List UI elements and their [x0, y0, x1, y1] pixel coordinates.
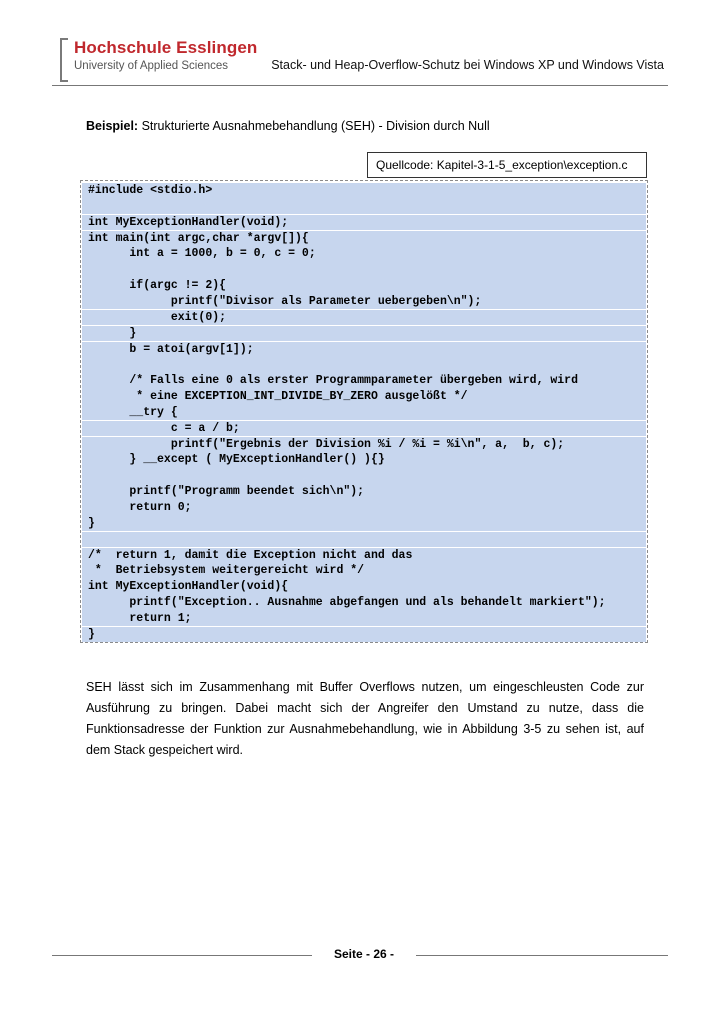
- code-line: printf("Divisor als Parameter uebergeben\n");: [82, 294, 646, 310]
- code-line: [82, 532, 646, 548]
- code-line: int MyExceptionHandler(void){: [82, 579, 646, 595]
- code-line: } __except ( MyExceptionHandler() ){}: [82, 452, 646, 468]
- university-logo: [60, 38, 258, 80]
- code-line: return 1;: [82, 611, 646, 627]
- body-paragraph: SEH lässt sich im Zusammenhang mit Buffer Overflows nutzen, um eingeschleusten Code zur Ausführung zu bringen. Dabei macht sich der Angreifer den Umstand zu nutze, dass die Funktionsadresse der Funktion zur Ausnahmebehandlung, wie in Abbildung 3-5 zu sehen ist, auf dem Stack gespeichert wird.: [86, 680, 644, 757]
- example-caption: [86, 119, 490, 133]
- header-title: Stack- und Heap-Overflow-Schutz bei Windows XP und Windows Vista: [271, 58, 664, 72]
- code-line: }: [82, 516, 646, 532]
- code-line: printf("Programm beendet sich\n");: [82, 484, 646, 500]
- code-line: * Betriebsystem weitergereicht wird */: [82, 563, 646, 579]
- code-line: int a = 1000, b = 0, c = 0;: [82, 246, 646, 262]
- logo-name: Hochschule Esslingen: [74, 38, 258, 57]
- code-line: return 0;: [82, 500, 646, 516]
- code-line: b = atoi(argv[1]);: [82, 342, 646, 358]
- code-line: /* Falls eine 0 als erster Programmparameter übergeben wird, wird: [82, 373, 646, 389]
- logo-subtitle: University of Applied Sciences: [74, 60, 229, 72]
- code-listing: [80, 180, 648, 643]
- footer-divider-right: [416, 955, 668, 956]
- code-line: printf("Exception.. Ausnahme abgefangen und als behandelt markiert");: [82, 595, 646, 611]
- code-line: [82, 199, 646, 215]
- code-line: }: [82, 326, 646, 342]
- code-line: * eine EXCEPTION_INT_DIVIDE_BY_ZERO ausgelößt */: [82, 389, 646, 405]
- logo-bracket: [60, 38, 68, 82]
- header-divider: [52, 85, 668, 86]
- example-label: Beispiel:: [86, 119, 139, 133]
- code-line: exit(0);: [82, 310, 646, 326]
- page-number: Seite - 26 -: [333, 947, 395, 961]
- code-line: __try {: [82, 405, 646, 421]
- code-line: [82, 357, 646, 373]
- example-text: Strukturierte Ausnahmebehandlung (SEH) - Division durch Null: [138, 119, 490, 133]
- code-line: if(argc != 2){: [82, 278, 646, 294]
- code-line: [82, 468, 646, 484]
- code-line: [82, 262, 646, 278]
- code-line: printf("Ergebnis der Division %i / %i = %i\n", a, b, c);: [82, 437, 646, 453]
- code-line: }: [82, 627, 646, 643]
- code-line: int main(int argc,char *argv[]){: [82, 231, 646, 247]
- code-line: int MyExceptionHandler(void);: [82, 215, 646, 231]
- footer-divider-left: [52, 955, 312, 956]
- code-line: /* return 1, damit die Exception nicht and das: [82, 548, 646, 564]
- code-line: #include <stdio.h>: [82, 183, 646, 199]
- code-line: c = a / b;: [82, 421, 646, 437]
- source-file-label: Quellcode: Kapitel-3-1-5_exception\exception.c: [367, 152, 647, 178]
